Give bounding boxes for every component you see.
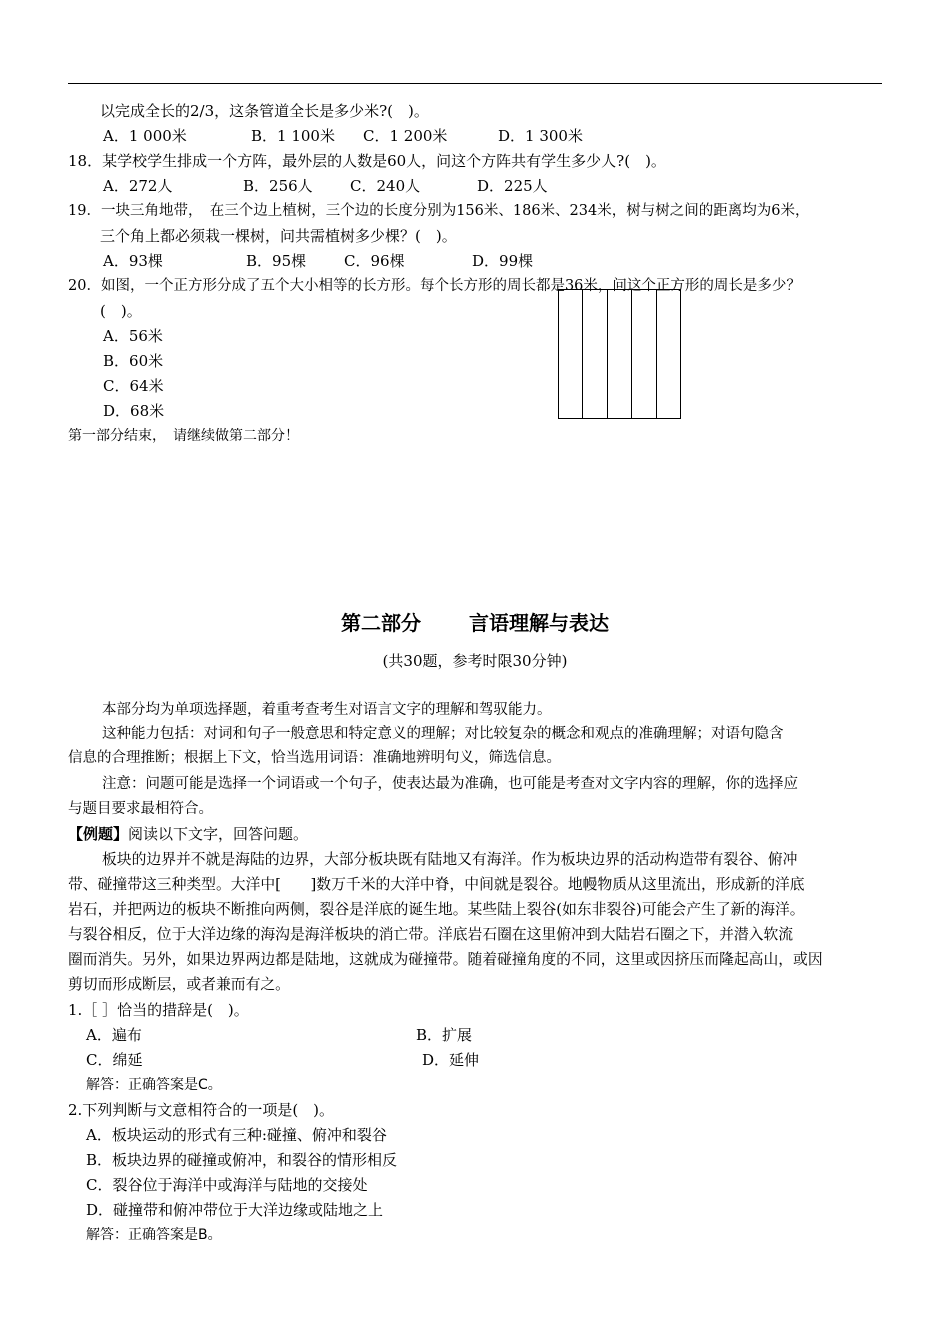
q17-option-b[interactable]: B．1 100米 — [251, 127, 335, 145]
q20-stem-line1: 20．如图，一个正方形分成了五个大小相等的长方形。每个长方形的周长都是36米，问这个正方形的周长是多少？ — [68, 278, 801, 294]
q18-option-a[interactable]: A．272人 — [103, 177, 173, 195]
part2-title-left: 第二部分 — [341, 611, 421, 635]
example-q1-answer: 解答：正确答案是C。 — [86, 1077, 222, 1093]
q19-stem-line1: 19．一块三角地带， 在三个边上植树，三个边的长度分别为156米、186米、234米，树与树之间的距离均为6米， — [68, 203, 810, 219]
rectangle-strip — [608, 290, 632, 418]
example-q2-stem: 2.下列判断与文意相符合的一项是( )。 — [68, 1101, 335, 1119]
intro-para-3-line1: 注意：问题可能是选择一个词语或一个句子，使表达最为准确，也可能是考查对文字内容的理解，你的选择应 — [102, 776, 798, 792]
q19-option-d[interactable]: D．99棵 — [472, 252, 534, 270]
part2-title-right: 言语理解与表达 — [469, 611, 609, 635]
q20-option-c[interactable]: C．64米 — [103, 377, 164, 395]
rectangle-strip — [583, 290, 607, 418]
q19-option-a[interactable]: A．93棵 — [103, 252, 163, 270]
q18-option-b[interactable]: B．256人 — [243, 177, 313, 195]
q18-stem: 18．某学校学生排成一个方阵，最外层的人数是60人，问这个方阵共有学生多少人?( )。 — [68, 152, 666, 170]
q20-option-d[interactable]: D．68米 — [103, 402, 165, 420]
q18-option-c[interactable]: C．240人 — [350, 177, 421, 195]
example-instruction: 阅读以下文字，回答问题。 — [128, 825, 309, 843]
q17-continuation: 以完成全长的2/3，这条管道全长是多少米?( )。 — [100, 102, 429, 120]
q17-option-a[interactable]: A．1 000米 — [103, 127, 187, 145]
q19-option-b[interactable]: B．95棵 — [246, 252, 307, 270]
example-q2-option-d[interactable]: D．碰撞带和俯冲带位于大洋边缘或陆地之上 — [86, 1201, 384, 1219]
q18-option-d[interactable]: D．225人 — [477, 177, 548, 195]
rectangle-strip — [559, 290, 583, 418]
passage-line: 与裂谷相反，位于大洋边缘的海沟是海洋板块的消亡带。洋底岩石圈在这里俯冲到大陆岩石圈之下，并潜入软流 — [68, 926, 794, 943]
example-q2-option-c[interactable]: C．裂谷位于海洋中或海洋与陆地的交接处 — [86, 1176, 368, 1194]
part2-subtitle: (共30题，参考时限30分钟) — [382, 652, 568, 670]
passage-line: 剪切而形成断层，或者兼而有之。 — [68, 976, 290, 993]
example-q2-option-b[interactable]: B．板块边界的碰撞或俯冲，和裂谷的情形相反 — [86, 1151, 398, 1169]
rectangle-strip — [657, 290, 680, 418]
intro-para-1: 本部分均为单项选择题，着重考查考生对语言文字的理解和驾驭能力。 — [102, 702, 552, 718]
part1-end-note: 第一部分结束， 请继续做第二部分！ — [68, 428, 299, 444]
example-q1-option-c[interactable]: C．绵延 — [86, 1051, 143, 1069]
example-q1-option-d[interactable]: D．延伸 — [422, 1051, 480, 1069]
square-divided-figure — [558, 289, 681, 419]
example-q2-answer: 解答：正确答案是B。 — [86, 1227, 222, 1243]
example-heading — [68, 824, 308, 844]
example-label: 【例题】 — [68, 825, 129, 843]
q19-stem-line2: 三个角上都必须栽一棵树，问共需植树多少棵？( )。 — [100, 227, 457, 245]
intro-para-2-line2: 信息的合理推断；根据上下文，恰当选用词语：准确地辨明句义，筛选信息。 — [68, 750, 561, 766]
passage-line: 圈而消失。另外，如果边界两边都是陆地，这就成为碰撞带。随着碰撞角度的不同，这里或因挤压而隆起高山，或因 — [68, 951, 823, 968]
q17-option-d[interactable]: D．1 300米 — [498, 127, 583, 145]
passage-line: 岩石，并把两边的板块不断推向两侧，裂谷是洋底的诞生地。某些陆上裂谷(如东非裂谷)可能会产生了新的海洋。 — [68, 901, 805, 918]
example-q1-option-a[interactable]: A．遍布 — [86, 1026, 142, 1044]
example-q1-stem: 1.［ ］恰当的措辞是( )。 — [68, 1001, 249, 1019]
part2-title — [0, 607, 950, 636]
header-rule — [68, 83, 882, 84]
rectangle-strip — [632, 290, 656, 418]
q17-option-c[interactable]: C．1 200米 — [363, 127, 448, 145]
passage-line: 板块的边界并不就是海陆的边界，大部分板块既有陆地又有海洋。作为板块边界的活动构造带有裂谷、俯冲 — [102, 851, 798, 868]
q19-option-c[interactable]: C．96棵 — [344, 252, 405, 270]
example-q1-option-b[interactable]: B．扩展 — [416, 1026, 473, 1044]
intro-para-2-line1: 这种能力包括：对词和句子一般意思和特定意义的理解；对比较复杂的概念和观点的准确理解；对语句隐含 — [102, 726, 784, 742]
q20-option-a[interactable]: A．56米 — [103, 327, 163, 345]
example-q2-option-a[interactable]: A．板块运动的形式有三种:碰撞、俯冲和裂谷 — [86, 1126, 387, 1144]
intro-para-3-line2: 与题目要求最相符合。 — [68, 801, 213, 817]
q20-stem-line2: ( )。 — [100, 302, 142, 320]
q20-option-b[interactable]: B．60米 — [103, 352, 164, 370]
passage-line: 带、碰撞带这三种类型。大洋中[ ]数万千米的大洋中脊，中间就是裂谷。地幔物质从这里流出，形成新的洋底 — [68, 876, 805, 893]
